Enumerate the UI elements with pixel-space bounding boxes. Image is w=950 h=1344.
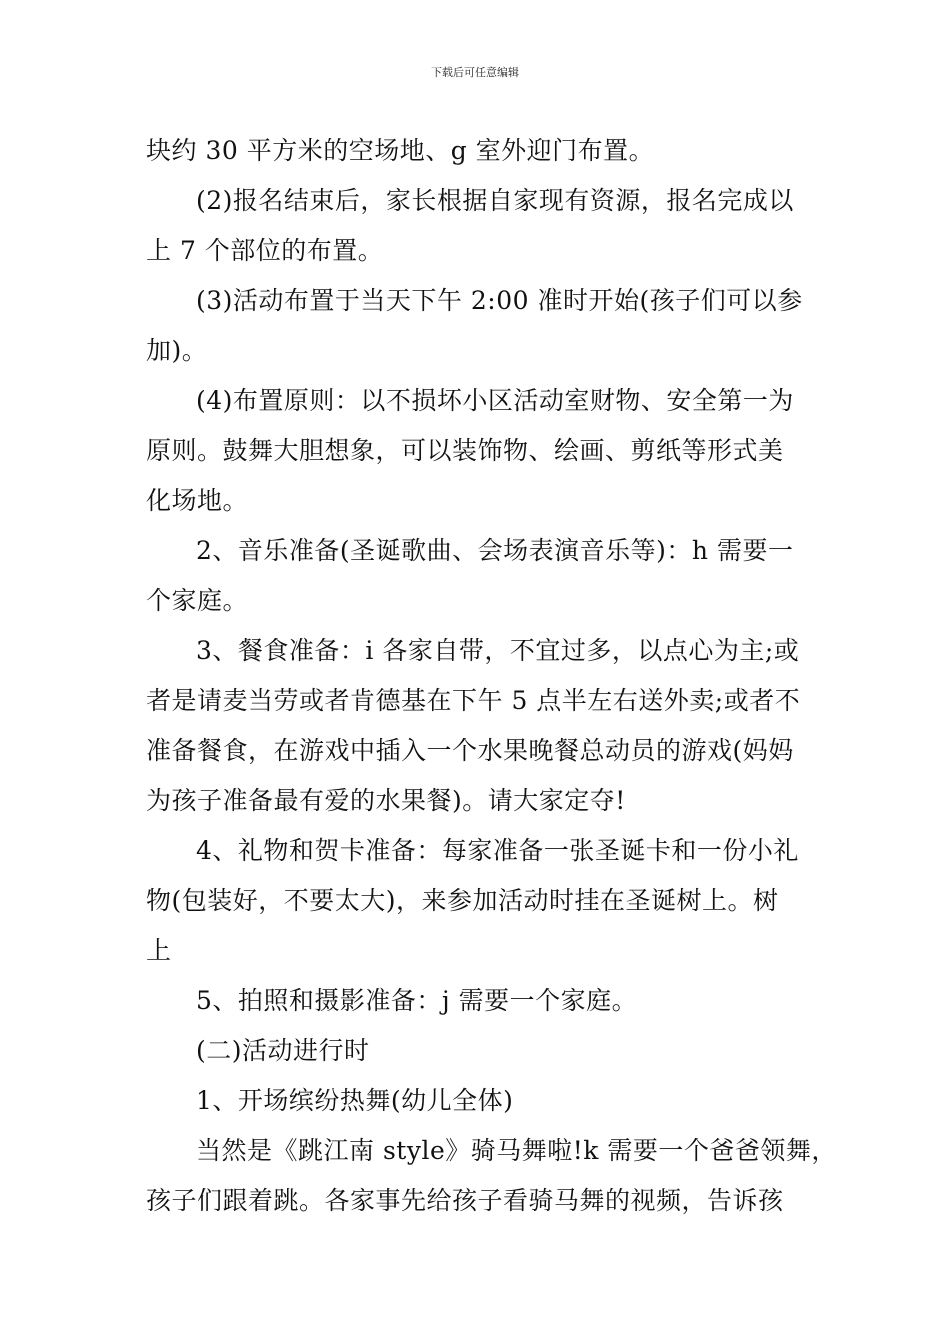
text-line: 孩子们跟着跳。各家事先给孩子看骑马舞的视频，告诉孩 (146, 1186, 784, 1215)
text-line: (4)布置原则：以不损坏小区活动室财物、安全第一为 (196, 386, 794, 415)
text-line: 化场地。 (146, 486, 249, 515)
text-line: 个家庭。 (146, 586, 249, 615)
text-line: 2、音乐准备(圣诞歌曲、会场表演音乐等)：h 需要一 (196, 536, 794, 565)
text-line: 4、礼物和贺卡准备：每家准备一张圣诞卡和一份小礼 (196, 836, 799, 865)
text-line: 原则。鼓舞大胆想象，可以装饰物、绘画、剪纸等形式美 (146, 436, 784, 465)
text-line: (2)报名结束后，家长根据自家现有资源，报名完成以 (196, 186, 794, 215)
text-line: (二)活动进行时 (196, 1036, 370, 1065)
text-line: 物(包装好，不要太大)，来参加活动时挂在圣诞树上。树 (146, 886, 779, 915)
text-line: 准备餐食，在游戏中插入一个水果晚餐总动员的游戏(妈妈 (146, 736, 794, 765)
text-line: 5、拍照和摄影准备：j 需要一个家庭。 (196, 986, 638, 1015)
text-line: 3、餐食准备：i 各家自带，不宜过多，以点心为主;或 (196, 636, 800, 665)
text-line: 1、开场缤纷热舞(幼儿全体) (196, 1086, 514, 1115)
text-line: 上 (146, 936, 172, 965)
text-line: 者是请麦当劳或者肯德基在下午 5 点半左右送外卖;或者不 (146, 686, 801, 715)
text-line: 为孩子准备最有爱的水果餐)。请大家定夺! (146, 786, 626, 815)
document-body (146, 126, 837, 1226)
text-line: 加)。 (146, 336, 208, 365)
page-header: 下载后可任意编辑 (431, 66, 519, 79)
text-line: 块约 30 平方米的空场地、g 室外迎门布置。 (146, 136, 655, 165)
text-line: (3)活动布置于当天下午 2:00 准时开始(孩子们可以参 (196, 286, 803, 315)
text-line: 当然是《跳江南 style》骑马舞啦!k 需要一个爸爸领舞， (196, 1136, 837, 1165)
text-line: 上 7 个部位的布置。 (146, 236, 384, 265)
